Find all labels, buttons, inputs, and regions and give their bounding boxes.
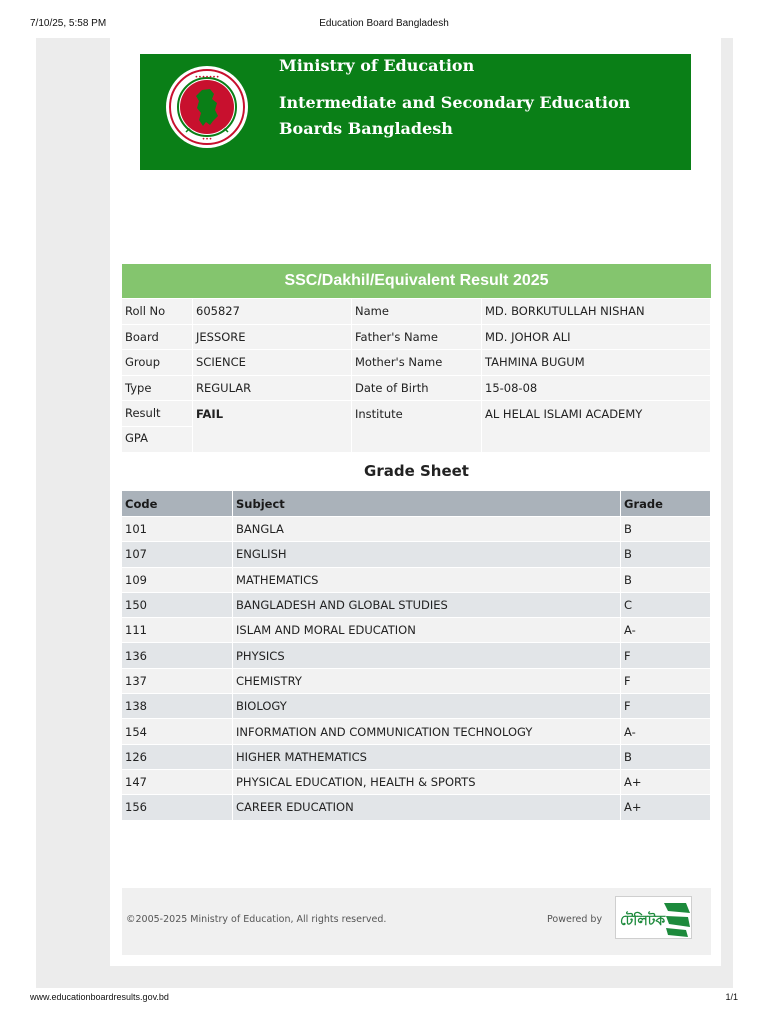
print-title: Education Board Bangladesh bbox=[319, 18, 449, 29]
label-mothers-name: Mother's Name bbox=[352, 350, 482, 376]
banner-board-title bbox=[279, 90, 659, 142]
grade-value: B bbox=[621, 744, 711, 769]
grade-code: 147 bbox=[122, 769, 233, 794]
value-mothers-name: TAHMINA BUGUM bbox=[482, 350, 711, 376]
grade-code: 154 bbox=[122, 718, 233, 743]
value-institute: AL HELAL ISLAMI ACADEMY bbox=[482, 401, 711, 453]
label-name: Name bbox=[352, 299, 482, 325]
grade-subject: INFORMATION AND COMMUNICATION TECHNOLOGY bbox=[233, 718, 621, 743]
value-date-of-birth: 15-08-08 bbox=[482, 376, 711, 402]
grade-code: 136 bbox=[122, 642, 233, 667]
label-fathers-name: Father's Name bbox=[352, 325, 482, 351]
print-footer bbox=[0, 992, 768, 1006]
grade-value: A+ bbox=[621, 769, 711, 794]
grade-value: B bbox=[621, 516, 711, 541]
powered-by-text: Powered by bbox=[547, 914, 603, 925]
value-fathers-name: MD. JOHOR ALI bbox=[482, 325, 711, 351]
grade-code: 109 bbox=[122, 567, 233, 592]
label-gpa: GPA bbox=[122, 427, 193, 453]
label-group: Group bbox=[122, 350, 193, 376]
grade-row bbox=[122, 744, 711, 769]
value-result: FAIL bbox=[193, 401, 352, 453]
grade-subject: BANGLA bbox=[233, 516, 621, 541]
grade-row bbox=[122, 668, 711, 693]
grade-subject: PHYSICS bbox=[233, 642, 621, 667]
grade-row bbox=[122, 642, 711, 667]
grade-subject: ISLAM AND MORAL EDUCATION bbox=[233, 617, 621, 642]
info-row bbox=[122, 376, 711, 402]
grade-value: F bbox=[621, 668, 711, 693]
grade-value: A- bbox=[621, 617, 711, 642]
government-seal-icon bbox=[166, 66, 248, 148]
grade-subject: PHYSICAL EDUCATION, HEALTH & SPORTS bbox=[233, 769, 621, 794]
grade-code: 150 bbox=[122, 592, 233, 617]
grade-subject: BIOLOGY bbox=[233, 693, 621, 718]
svg-text:•••: ••• bbox=[201, 136, 213, 143]
grade-row bbox=[122, 592, 711, 617]
column-header-subject: Subject bbox=[233, 491, 621, 516]
grade-code: 111 bbox=[122, 617, 233, 642]
banner-line-2: Intermediate and Secondary Education bbox=[279, 93, 631, 112]
grade-code: 137 bbox=[122, 668, 233, 693]
label-institute: Institute bbox=[352, 401, 482, 453]
banner-ministry-title: Ministry of Education bbox=[279, 56, 475, 75]
info-row bbox=[122, 401, 711, 427]
grade-subject: BANGLADESH AND GLOBAL STUDIES bbox=[233, 592, 621, 617]
svg-text:•••••••: ••••••• bbox=[194, 74, 220, 81]
grade-subject: CHEMISTRY bbox=[233, 668, 621, 693]
grade-subject: MATHEMATICS bbox=[233, 567, 621, 592]
print-page-count: 1/1 bbox=[725, 992, 738, 1002]
grade-value: F bbox=[621, 642, 711, 667]
banner-line-3: Boards Bangladesh bbox=[279, 119, 453, 138]
grade-code: 107 bbox=[122, 541, 233, 566]
teletalk-logo-text: টেলিটক bbox=[620, 913, 666, 929]
grade-value: B bbox=[621, 567, 711, 592]
teletalk-logo-icon[interactable] bbox=[615, 896, 692, 939]
print-date: 7/10/25, 5:58 PM bbox=[30, 18, 107, 29]
grade-value: C bbox=[621, 592, 711, 617]
grade-sheet-table bbox=[122, 491, 711, 820]
student-info-table bbox=[122, 299, 711, 453]
label-board: Board bbox=[122, 325, 193, 351]
grade-code: 101 bbox=[122, 516, 233, 541]
grade-row bbox=[122, 769, 711, 794]
copyright-text: ©2005-2025 Ministry of Education, All rights reserved. bbox=[126, 914, 387, 925]
grade-value: A+ bbox=[621, 794, 711, 819]
grade-value: F bbox=[621, 693, 711, 718]
info-row bbox=[122, 299, 711, 325]
grade-code: 126 bbox=[122, 744, 233, 769]
info-row bbox=[122, 325, 711, 351]
grade-subject: ENGLISH bbox=[233, 541, 621, 566]
grade-row bbox=[122, 617, 711, 642]
grade-header-row bbox=[122, 491, 711, 516]
grade-row bbox=[122, 693, 711, 718]
column-header-code: Code bbox=[122, 491, 233, 516]
grade-code: 138 bbox=[122, 693, 233, 718]
grade-subject: CAREER EDUCATION bbox=[233, 794, 621, 819]
value-board: JESSORE bbox=[193, 325, 352, 351]
grade-row bbox=[122, 567, 711, 592]
grade-subject: HIGHER MATHEMATICS bbox=[233, 744, 621, 769]
label-roll-no: Roll No bbox=[122, 299, 193, 325]
grade-row bbox=[122, 794, 711, 819]
info-row bbox=[122, 350, 711, 376]
grade-row bbox=[122, 516, 711, 541]
grade-value: A- bbox=[621, 718, 711, 743]
grade-code: 156 bbox=[122, 794, 233, 819]
value-type: REGULAR bbox=[193, 376, 352, 402]
value-group: SCIENCE bbox=[193, 350, 352, 376]
label-type: Type bbox=[122, 376, 193, 402]
value-roll-no: 605827 bbox=[193, 299, 352, 325]
print-header bbox=[0, 18, 768, 34]
grade-row bbox=[122, 718, 711, 743]
value-name: MD. BORKUTULLAH NISHAN bbox=[482, 299, 711, 325]
label-result: Result bbox=[122, 401, 193, 427]
grade-value: B bbox=[621, 541, 711, 566]
grade-row bbox=[122, 541, 711, 566]
grade-sheet-heading: Grade Sheet bbox=[364, 462, 469, 480]
print-url: www.educationboardresults.gov.bd bbox=[30, 992, 169, 1002]
label-date-of-birth: Date of Birth bbox=[352, 376, 482, 402]
result-title: SSC/Dakhil/Equivalent Result 2025 bbox=[122, 264, 711, 298]
column-header-grade: Grade bbox=[621, 491, 711, 516]
